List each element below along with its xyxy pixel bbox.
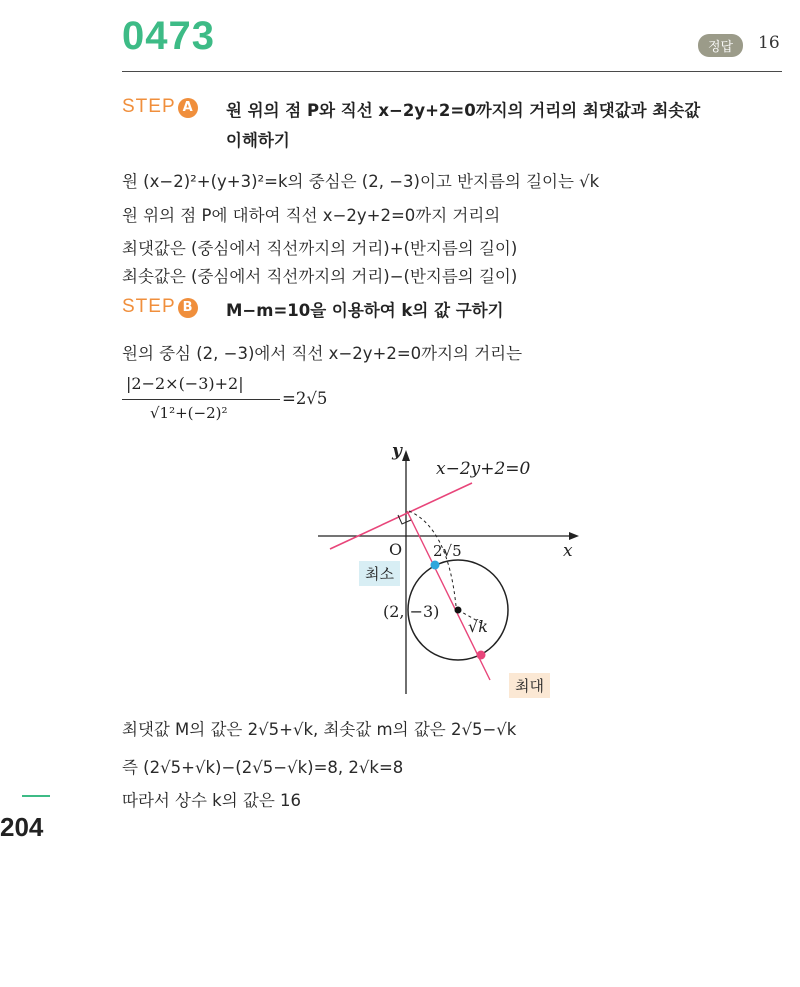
x-axis-arrow — [569, 532, 579, 540]
max-point — [477, 651, 486, 660]
step-a-letter: A — [178, 98, 198, 118]
origin-label: O — [389, 540, 403, 559]
body-a-line-3: 최댓값은 (중심에서 직선까지의 거리)+(반지름의 길이) — [122, 239, 518, 258]
y-axis-label: y — [392, 441, 402, 461]
step-a-title-1: 원 위의 점 P와 직선 x−2y+2=0까지의 거리의 최댓값과 최솟값 — [226, 101, 701, 120]
body-a-line-1: 원 (x−2)²+(y+3)²=k의 중심은 (2, −3)이고 반지름의 길이는 √k — [122, 172, 600, 191]
x-axis-label: x — [563, 541, 573, 561]
body-a-line-4: 최솟값은 (중심에서 직선까지의 거리)−(반지름의 길이) — [122, 267, 518, 286]
line-label: x−2y+2=0 — [436, 459, 531, 479]
fraction-result: =2√5 — [282, 389, 328, 408]
min-point — [431, 561, 440, 570]
conclusion-line-1: 최댓값 M의 값은 2√5+√k, 최솟값 m의 값은 2√5−√k — [122, 720, 517, 739]
center-label: (2, −3) — [383, 602, 440, 621]
fraction-denominator: √1²+(−2)² — [150, 404, 228, 422]
step-b-letter: B — [178, 298, 198, 318]
fraction-numerator: |2−2×(−3)+2| — [126, 374, 244, 393]
radius-label: √k — [468, 617, 488, 636]
step-b-title: M−m=10을 이용하여 k의 값 구하기 — [226, 301, 504, 320]
min-label: 최소 — [359, 561, 400, 586]
step-a-label: STEP — [122, 96, 176, 117]
body-a-line-2: 원 위의 점 P에 대하여 직선 x−2y+2=0까지 거리의 — [122, 206, 501, 225]
answer-value: 16 — [758, 33, 780, 53]
problem-number: 0473 — [122, 14, 215, 58]
step-a-title-2: 이해하기 — [226, 131, 290, 150]
body-b-intro: 원의 중심 (2, −3)에서 직선 x−2y+2=0까지의 거리는 — [122, 344, 523, 363]
answer-badge: 정답 — [698, 34, 743, 57]
center-point — [455, 607, 462, 614]
tick-label: 2√5 — [433, 542, 462, 560]
step-b-label: STEP — [122, 296, 176, 317]
y-axis-arrow — [402, 450, 410, 461]
conclusion-line-2: 즉 (2√5+√k)−(2√5−√k)=8, 2√k=8 — [122, 758, 404, 777]
page-number: 204 — [0, 812, 44, 842]
max-label: 최대 — [509, 673, 550, 698]
page-mark — [22, 795, 50, 797]
conclusion-line-3: 따라서 상수 k의 값은 16 — [122, 791, 302, 810]
